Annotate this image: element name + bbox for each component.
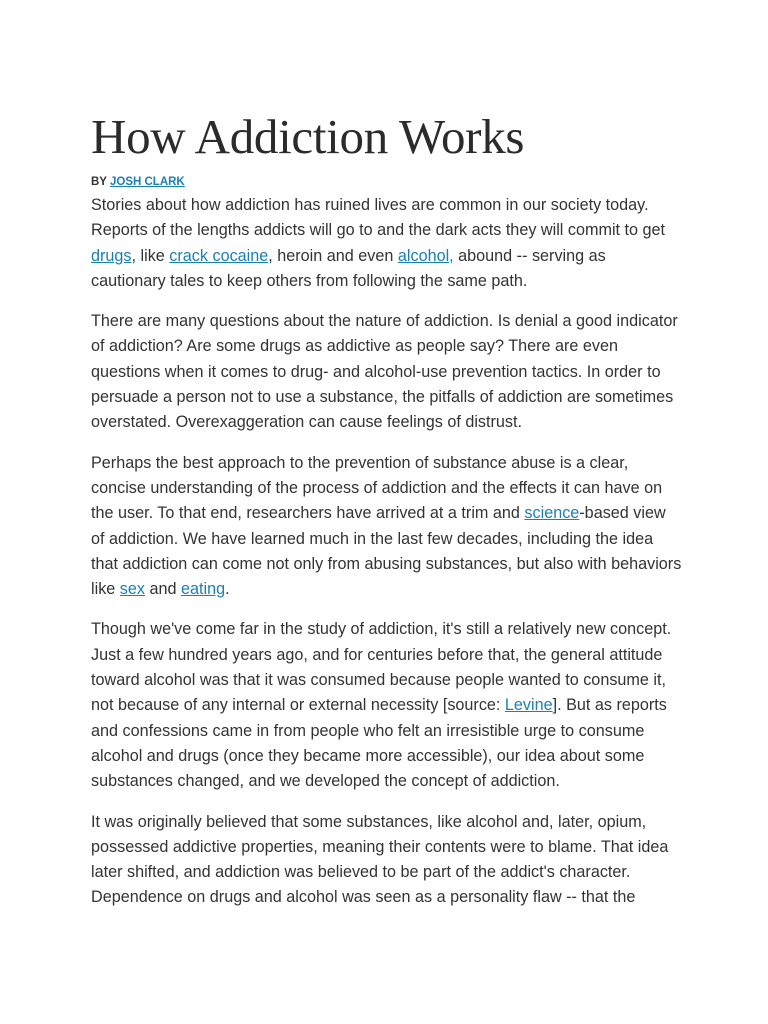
paragraph-2	[91, 309, 682, 435]
link-sex[interactable]: sex	[119, 580, 145, 599]
paragraph-text: .	[225, 580, 230, 599]
paragraph-text: abound -- serving as cautionary tales to keep others from following the same path.	[91, 246, 606, 290]
paragraph-text: There are many questions about the nature of addiction. Is denial a good indicator of addiction? Are some drugs as addictive as people say? There are even questions when it comes to drug- and alcohol-use prevention tactics. In order to persuade a person not to use a substance, the pitfalls of addiction are sometimes overstated. Overexaggeration can cause feelings of distrust.	[91, 312, 678, 432]
paragraph-4	[91, 617, 682, 794]
paragraph-3	[91, 451, 682, 603]
byline-prefix: BY	[91, 176, 107, 188]
link-crack-cocaine[interactable]: crack cocaine	[169, 246, 269, 265]
article-title: How Addiction Works	[91, 109, 525, 164]
paragraph-5	[91, 810, 682, 911]
link-science[interactable]: science	[524, 504, 580, 523]
paragraph-1	[91, 193, 682, 294]
paragraph-text: Though we've come far in the study of addiction, it's still a relatively new concept. Just a few hundred years ago, and for centuries before that, the general attitude toward alcohol was that it was consumed because people wanted to consume it, not because of any internal or external necessity [source:	[91, 620, 672, 715]
paragraph-text: It was originally believed that some substances, like alcohol and, later, opium, possessed addictive properties, meaning their contents were to blame. That idea later shifted, and addiction was believed to be part of the addict's character. Dependence on drugs and alcohol was seen as a personality flaw -- that the	[91, 812, 669, 907]
link-eating[interactable]: eating	[181, 580, 226, 599]
author-link[interactable]: JOSH CLARK	[109, 176, 185, 188]
link-alcohol[interactable]: alcohol,	[397, 246, 454, 265]
paragraph-text: Perhaps the best approach to the prevention of substance abuse is a clear, concise understanding of the process of addiction and the effects it can have on the user. To that end, researchers have arrived at a trim and	[91, 453, 663, 523]
paragraph-text: -based view of addiction. We have learned much in the last few decades, including the idea that addiction can come not only from abusing substances, but also with behaviors like	[91, 504, 682, 599]
paragraph-text: , heroin and even	[268, 246, 398, 265]
paragraph-text: and	[145, 580, 182, 599]
link-drugs[interactable]: drugs	[91, 246, 132, 265]
paragraph-text: , like	[131, 246, 170, 265]
byline	[91, 176, 682, 189]
paragraph-text: Stories about how addiction has ruined lives are common in our society today. Reports of the lengths addicts will go to and the dark acts they will commit to get	[91, 196, 666, 240]
paragraph-text: ]. But as reports and confessions came in from people who felt an irresistible urge to consume alcohol and drugs (once they became more accessible), our idea about some substances changed, and we developed the concept of addiction.	[91, 696, 667, 791]
link-levine[interactable]: Levine	[504, 696, 553, 715]
